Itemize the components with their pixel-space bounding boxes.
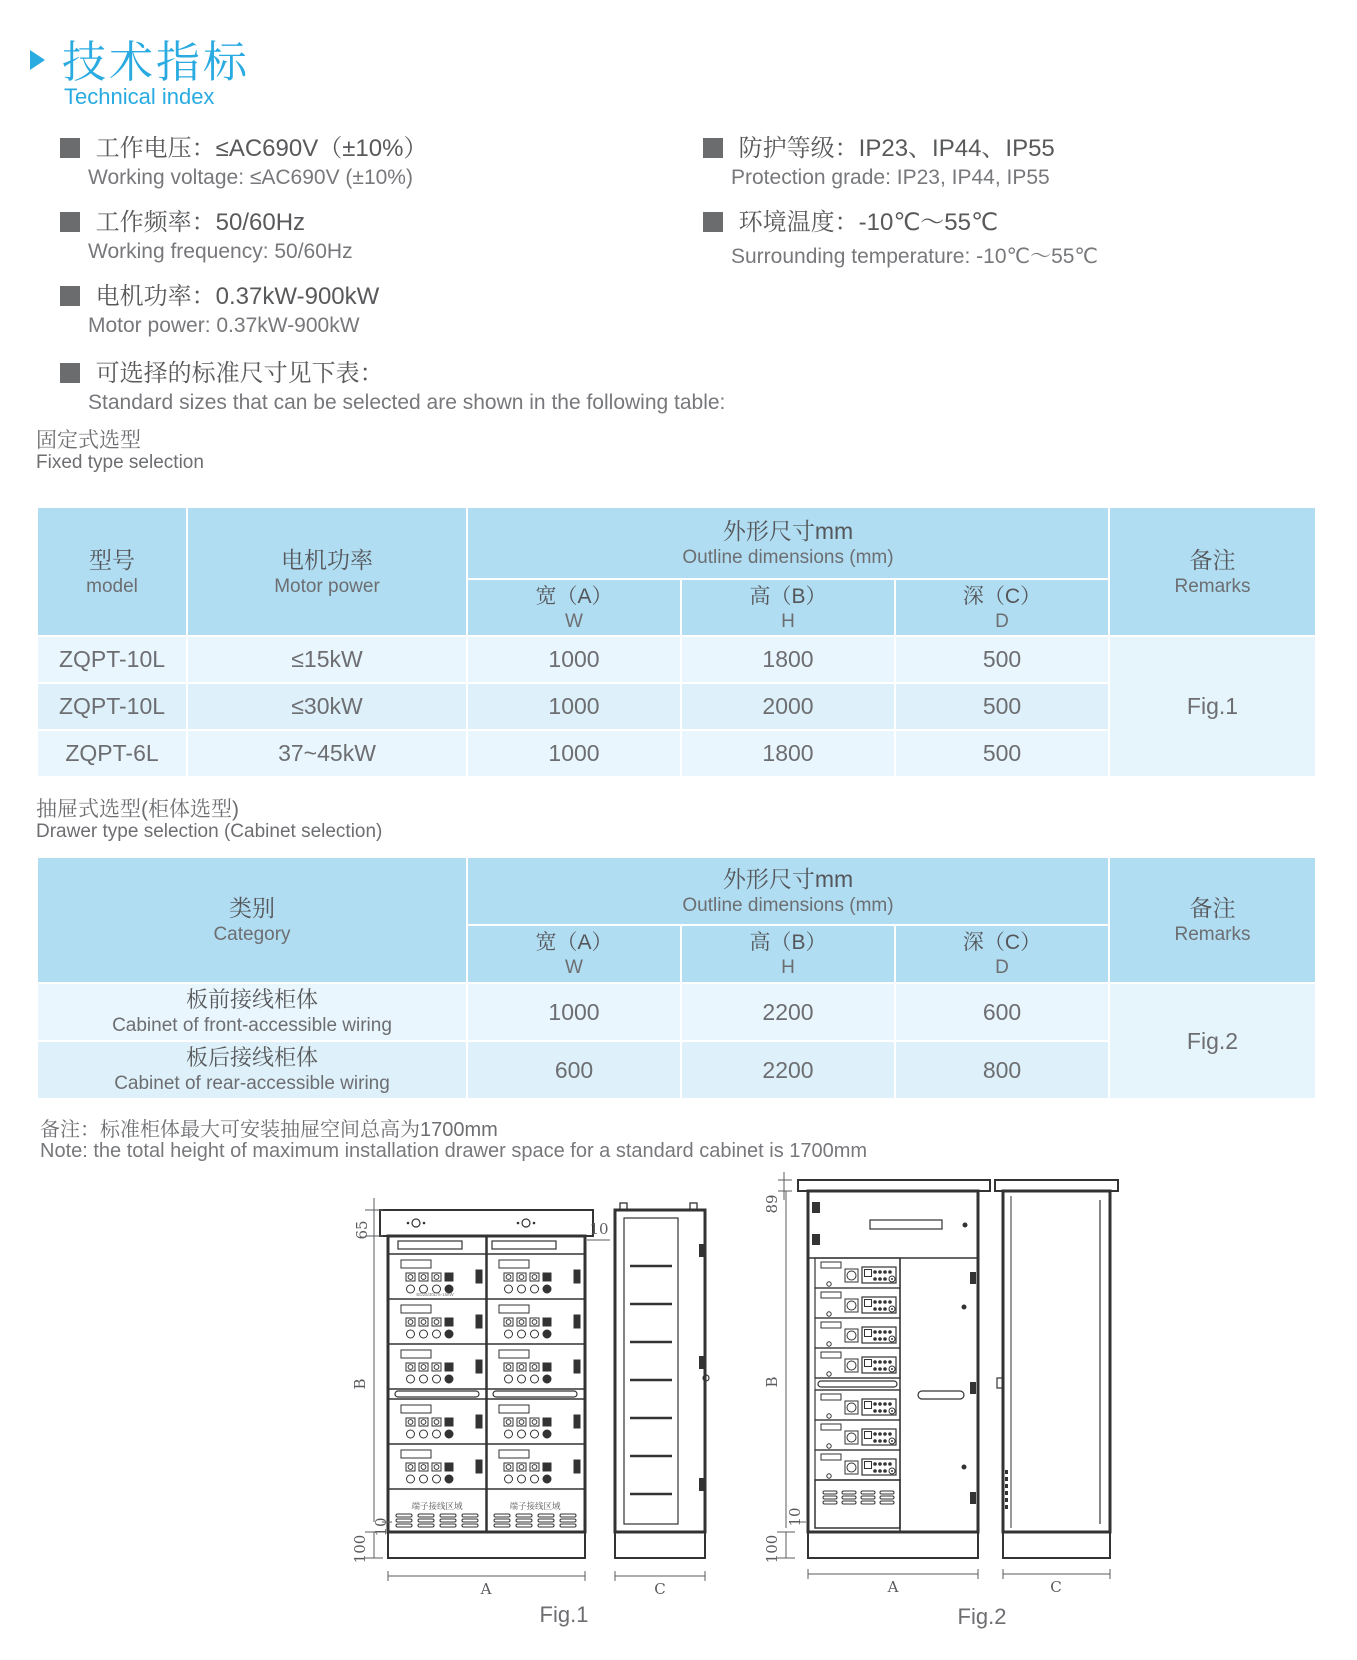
- hinge-icon: [970, 1492, 976, 1504]
- cell-width: 600: [468, 1042, 680, 1098]
- spec-text-en: Motor power: 0.37kW-900kW: [88, 314, 360, 337]
- vent-slots-icon: [560, 1514, 576, 1527]
- fig2-drawing: [718, 1172, 1160, 1650]
- drawer-module: [815, 1420, 900, 1450]
- col-header-motor-power: 电机功率 Motor power: [188, 508, 466, 635]
- col-header-width: 宽（A） W: [468, 580, 680, 635]
- handle-icon: [492, 1241, 556, 1249]
- cell-model: ZQPT-10L: [38, 684, 186, 729]
- col-header-category: 类别 Category: [38, 858, 466, 982]
- col-header-outline-dimensions: 外形尺寸mm Outline dimensions (mm): [468, 508, 1108, 578]
- table-row: [38, 637, 1315, 682]
- cell-depth: 800: [896, 1042, 1108, 1098]
- section-title-drawer-cn: 抽屉式选型(柜体选型): [36, 798, 239, 821]
- dim-label-B: B: [763, 1376, 781, 1388]
- col-header-depth: 深（C） D: [896, 580, 1108, 635]
- section-title-fixed-cn: 固定式选型: [36, 429, 141, 452]
- slot-handle-icon: [870, 1220, 942, 1229]
- cabinet-base: [1003, 1532, 1110, 1558]
- screw-icon: [963, 1223, 968, 1228]
- drawer-module: [815, 1318, 900, 1348]
- latch-icon: [812, 1202, 820, 1213]
- top-plate: [798, 1180, 990, 1191]
- cell-depth: 600: [896, 984, 1108, 1040]
- dim-label-100: 100: [763, 1534, 781, 1564]
- fig2-caption: Fig.2: [957, 1604, 1007, 1629]
- col-header-model: 型号 model: [38, 508, 186, 635]
- dim-label-100: 100: [351, 1534, 369, 1564]
- spec-item: [60, 276, 379, 311]
- title-arrow-icon: [30, 50, 45, 70]
- drawer-module: [815, 1348, 900, 1378]
- col-header-remarks: 备注 Remarks: [1110, 858, 1315, 982]
- cell-width: 1000: [468, 637, 680, 682]
- drawer-type-table: [36, 856, 1317, 1100]
- fig2-side-view: [995, 1180, 1118, 1558]
- bullet-square-icon: [60, 363, 80, 383]
- spec-item: [60, 128, 427, 163]
- latch-icon: [812, 1234, 820, 1245]
- vent-slots-icon: [880, 1491, 894, 1504]
- cell-remark: Fig.1: [1110, 637, 1315, 776]
- table-header-row: [38, 858, 1315, 924]
- vent-slots-icon: [440, 1514, 456, 1527]
- dim-label-C: C: [654, 1580, 666, 1598]
- cell-depth: 500: [896, 637, 1108, 682]
- hinge-icon: [699, 1244, 705, 1257]
- drawer-unit: [499, 1405, 580, 1438]
- slot-handle-icon: [395, 1391, 479, 1397]
- cell-depth: 500: [896, 731, 1108, 776]
- cell-power: ≤15kW: [188, 637, 466, 682]
- fig1-dimensions: [351, 1198, 705, 1598]
- cell-model: ZQPT-6L: [38, 731, 186, 776]
- drawer-unit: [499, 1450, 580, 1483]
- dim-label-89: 89: [763, 1194, 781, 1214]
- col-header-height: 高（B） H: [682, 926, 894, 982]
- page-subtitle: Technical index: [64, 84, 215, 109]
- dim-label-B: B: [351, 1378, 369, 1390]
- vent-slots-icon: [823, 1491, 837, 1504]
- drawer-unit: [401, 1450, 482, 1483]
- drawer-module: [815, 1450, 900, 1480]
- bullet-square-icon: [60, 138, 80, 158]
- drawer-unit: [401, 1350, 482, 1383]
- spec-text-cn: 工作频率：50/60Hz: [95, 209, 306, 236]
- spec-item: [60, 353, 384, 388]
- handle-icon: [398, 1241, 462, 1249]
- cell-height: 2000: [682, 684, 894, 729]
- cell-width: 1000: [468, 984, 680, 1040]
- top-plate: [995, 1180, 1118, 1191]
- col-header-depth: 深（C） D: [896, 926, 1108, 982]
- dim-label-10-bottom: 10: [372, 1517, 390, 1537]
- door-handle-icon: [918, 1391, 964, 1399]
- spec-text-en: Surrounding temperature: -10℃～55℃: [731, 245, 1099, 268]
- dim-label-10-bottom: 10: [786, 1507, 804, 1527]
- cell-power: ≤30kW: [188, 684, 466, 729]
- spec-text-cn: 环境温度：-10℃～55℃: [738, 209, 998, 236]
- drawer-module: [815, 1390, 900, 1420]
- spec-text-en: Working frequency: 50/60Hz: [88, 240, 353, 263]
- fig1-front-view: [380, 1210, 593, 1558]
- col-header-outline-dimensions: 外形尺寸mm Outline dimensions (mm): [468, 858, 1108, 924]
- cell-height: 2200: [682, 984, 894, 1040]
- hinge-icon: [970, 1272, 976, 1284]
- terminal-area-label: 端子接线区域: [509, 1501, 561, 1511]
- bullet-square-icon: [60, 212, 80, 232]
- spec-text-en: Protection grade: IP23, IP44, IP55: [731, 166, 1050, 189]
- drawer-module: [815, 1288, 900, 1318]
- table-row: [38, 984, 1315, 1040]
- cell-category: 板前接线柜体 Cabinet of front-accessible wiring: [38, 984, 466, 1040]
- drawer-module: [815, 1258, 900, 1288]
- drawer-unit: [401, 1260, 482, 1293]
- screw-icon: [962, 1305, 967, 1310]
- cell-power: 37~45kW: [188, 731, 466, 776]
- vent-slots-icon: [842, 1491, 856, 1504]
- vent-slots-icon: [462, 1514, 478, 1527]
- slot-handle-icon: [818, 1381, 897, 1387]
- spec-item: [60, 202, 305, 237]
- fig1-caption: Fig.1: [539, 1602, 589, 1627]
- dim-label-65: 65: [353, 1220, 371, 1240]
- cell-model: ZQPT-10L: [38, 637, 186, 682]
- col-header-width: 宽（A） W: [468, 926, 680, 982]
- drawer-unit: [499, 1305, 580, 1338]
- screw-icon: [962, 1465, 967, 1470]
- cell-depth: 500: [896, 684, 1108, 729]
- terminal-area-label: 端子接线区域: [411, 1501, 463, 1511]
- spec-text-cn: 工作电压：≤AC690V（±10%）: [95, 135, 428, 162]
- cabinet-base: [615, 1532, 705, 1558]
- spec-text-cn: 防护等级：IP23、IP44、IP55: [738, 135, 1055, 162]
- vent-slots-icon: [396, 1514, 412, 1527]
- cell-height: 1800: [682, 731, 894, 776]
- dim-label-A: A: [887, 1578, 899, 1596]
- vent-slots-icon: [418, 1514, 434, 1527]
- drawer-unit: [499, 1350, 580, 1383]
- bullet-square-icon: [703, 138, 723, 158]
- cell-height: 1800: [682, 637, 894, 682]
- cell-height: 2200: [682, 1042, 894, 1098]
- dim-label-C: C: [1050, 1578, 1062, 1596]
- spec-text-en: Working voltage: ≤AC690V (±10%): [88, 166, 413, 189]
- cell-category: 板后接线柜体 Cabinet of rear-accessible wiring: [38, 1042, 466, 1098]
- hinge-icon: [970, 1382, 976, 1394]
- col-header-remarks: 备注 Remarks: [1110, 508, 1315, 635]
- vent-slots-icon: [538, 1514, 554, 1527]
- section-title-drawer-en: Drawer type selection (Cabinet selection): [36, 821, 383, 842]
- hinge-icon: [699, 1478, 705, 1491]
- hinge-icon: [699, 1356, 705, 1369]
- dim-label-A: A: [480, 1580, 492, 1598]
- spec-text-en: Standard sizes that can be selected are shown in the following table:: [88, 391, 726, 414]
- vent-slots-icon: [494, 1514, 510, 1527]
- vent-slots-icon: [861, 1491, 875, 1504]
- cell-width: 1000: [468, 684, 680, 729]
- bullet-square-icon: [60, 286, 80, 306]
- page-title: 技术指标: [62, 38, 250, 87]
- spec-item: [703, 202, 998, 237]
- cabinet-base: [808, 1532, 978, 1558]
- table-header-row: [38, 508, 1315, 578]
- note-cn: 备注：标准柜体最大可安装抽屉空间总高为1700mm: [40, 1119, 498, 1141]
- cabinet-base: [388, 1532, 585, 1558]
- spec-text-cn: 可选择的标准尺寸见下表：: [95, 360, 384, 387]
- drawer-model-label: BD25/30L/S-15kW: [416, 1292, 454, 1297]
- fig1-drawing: [338, 1178, 720, 1630]
- bullet-square-icon: [703, 212, 723, 232]
- fig2-front-view: [798, 1180, 990, 1558]
- spec-item: [703, 128, 1055, 163]
- slot-handle-icon: [493, 1391, 577, 1397]
- screw-icon: [407, 1219, 536, 1227]
- cell-remark: Fig.2: [1110, 984, 1315, 1098]
- col-header-height: 高（B） H: [682, 580, 894, 635]
- section-title-fixed-en: Fixed type selection: [36, 452, 204, 473]
- drawer-unit: [499, 1260, 580, 1293]
- drawer-unit: [401, 1405, 482, 1438]
- dim-label-10-top: 10: [589, 1220, 609, 1238]
- spec-text-cn: 电机功率：0.37kW-900kW: [95, 283, 380, 310]
- drawer-unit: [401, 1305, 482, 1338]
- fixed-type-table: [36, 506, 1317, 778]
- cell-width: 1000: [468, 731, 680, 776]
- note-en: Note: the total height of maximum installation drawer space for a standard cabinet is 1700mm: [40, 1140, 868, 1162]
- vent-slots-icon: [516, 1514, 532, 1527]
- fig1-side-view: [615, 1203, 709, 1558]
